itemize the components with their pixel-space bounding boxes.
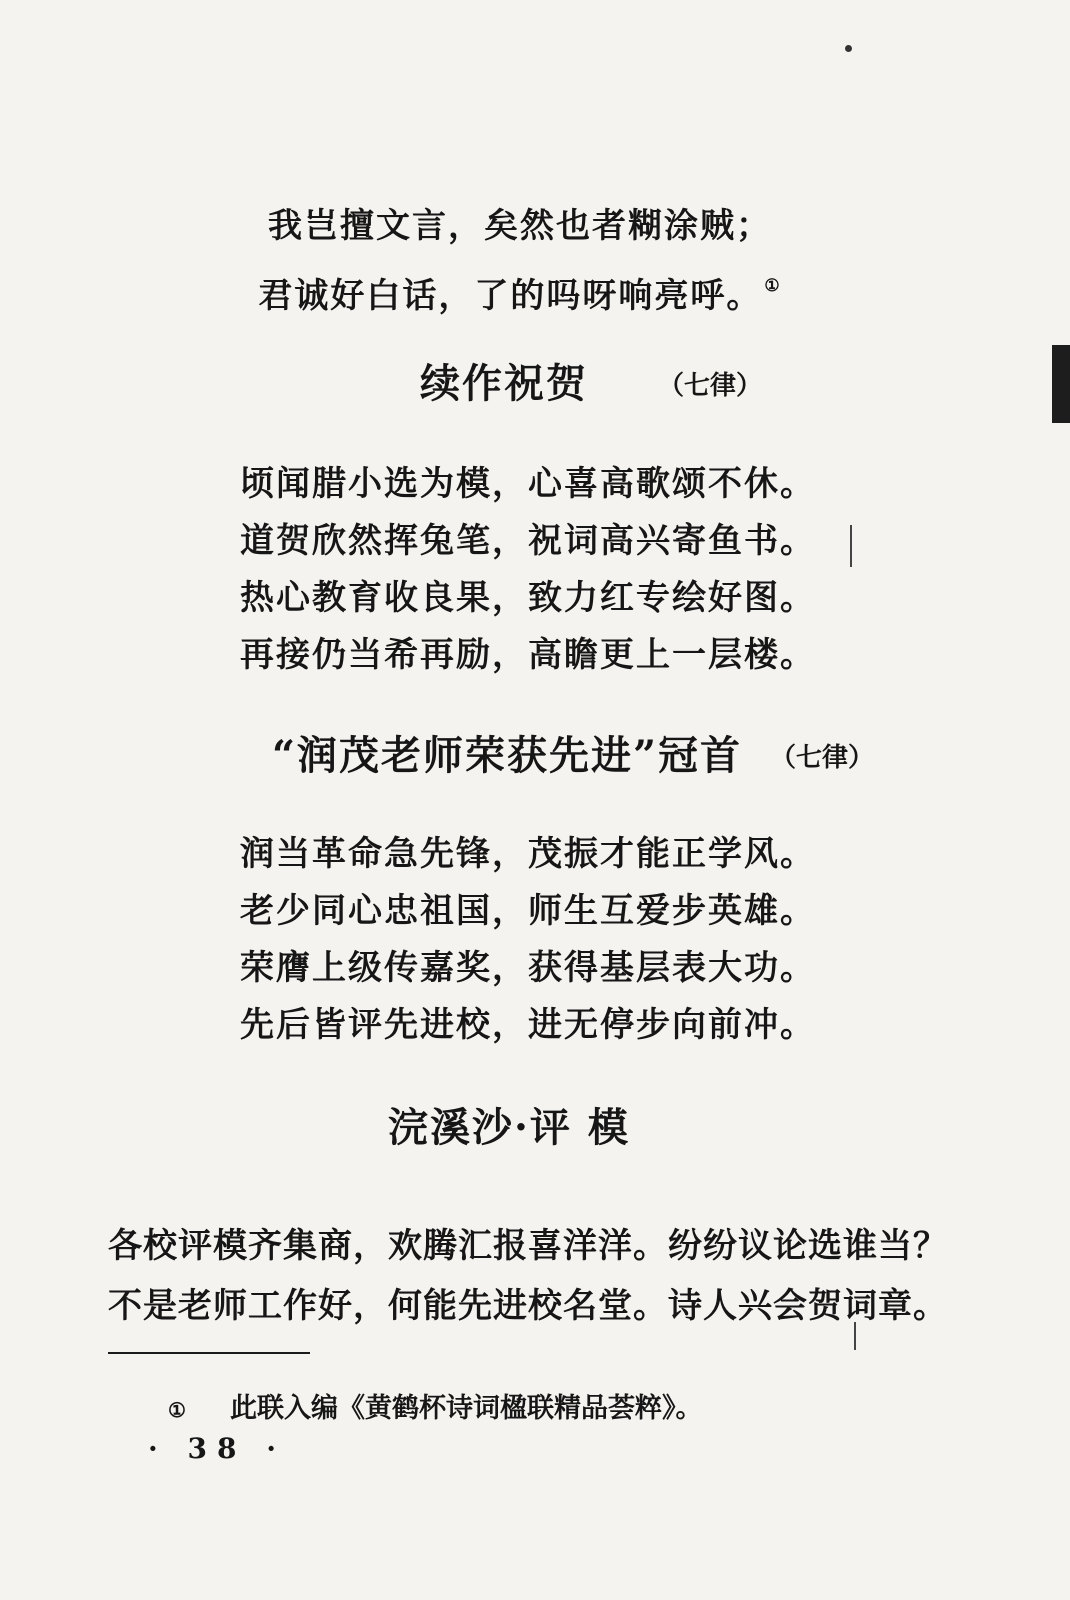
poem1-form: （七律） xyxy=(658,371,763,401)
poem1-body xyxy=(240,456,1000,684)
couplet xyxy=(0,196,1040,326)
page-edge-tab xyxy=(1052,345,1070,423)
page-number: · 38 · xyxy=(148,1432,286,1465)
poem2-body xyxy=(240,826,1000,1054)
poem1-title: 续作祝贺 xyxy=(420,360,588,407)
poem3-line: 各校评模齐集商，欢腾汇报喜洋洋。纷纷议论选谁当？ xyxy=(108,1226,948,1266)
poem2-line: 润当革命急先锋，茂振才能正学风。 xyxy=(240,834,816,874)
poem2-line: 先后皆评先进校，进无停步向前冲。 xyxy=(240,1005,816,1045)
couplet-line-2-text: 君诚好白话，了的吗呀响亮呼。 xyxy=(258,276,763,316)
poem1-line: 道贺欣然挥兔笔，祝词高兴寄鱼书。 xyxy=(240,521,816,561)
poem2-line: 老少同心忠祖国，师生互爱步英雄。 xyxy=(240,891,816,931)
poem2-title: “润茂老师荣获先进”冠首 xyxy=(272,732,743,779)
poem2-form: （七律） xyxy=(770,743,875,773)
poem3-title: 浣溪沙·评 模 xyxy=(388,1104,630,1151)
ink-speck xyxy=(845,45,852,52)
poem1-line: 再接仍当希再励，高瞻更上一层楼。 xyxy=(240,635,816,675)
poem3-line: 不是老师工作好，何能先进校名堂。诗人兴会贺词章。 xyxy=(108,1286,948,1326)
footnote-mark: ① xyxy=(168,1398,186,1422)
footnote xyxy=(168,1386,703,1425)
footnote-reference: ① xyxy=(764,276,782,296)
couplet-line-2 xyxy=(0,256,1040,326)
poem3-body xyxy=(108,1216,1008,1336)
footnote-text: 此联入编《黄鹤杯诗词楹联精品荟粹》。 xyxy=(230,1393,703,1424)
poem1-line: 热心教育收良果，致力红专绘好图。 xyxy=(240,578,816,618)
couplet-line-1: 我岂擅文言，矣然也者糊涂贼； xyxy=(268,206,772,246)
poem2-line: 荣膺上级传嘉奖，获得基层表大功。 xyxy=(240,948,816,988)
footnote-divider xyxy=(108,1352,310,1354)
poem1-line: 顷闻腊小选为模，心喜高歌颂不休。 xyxy=(240,464,816,504)
